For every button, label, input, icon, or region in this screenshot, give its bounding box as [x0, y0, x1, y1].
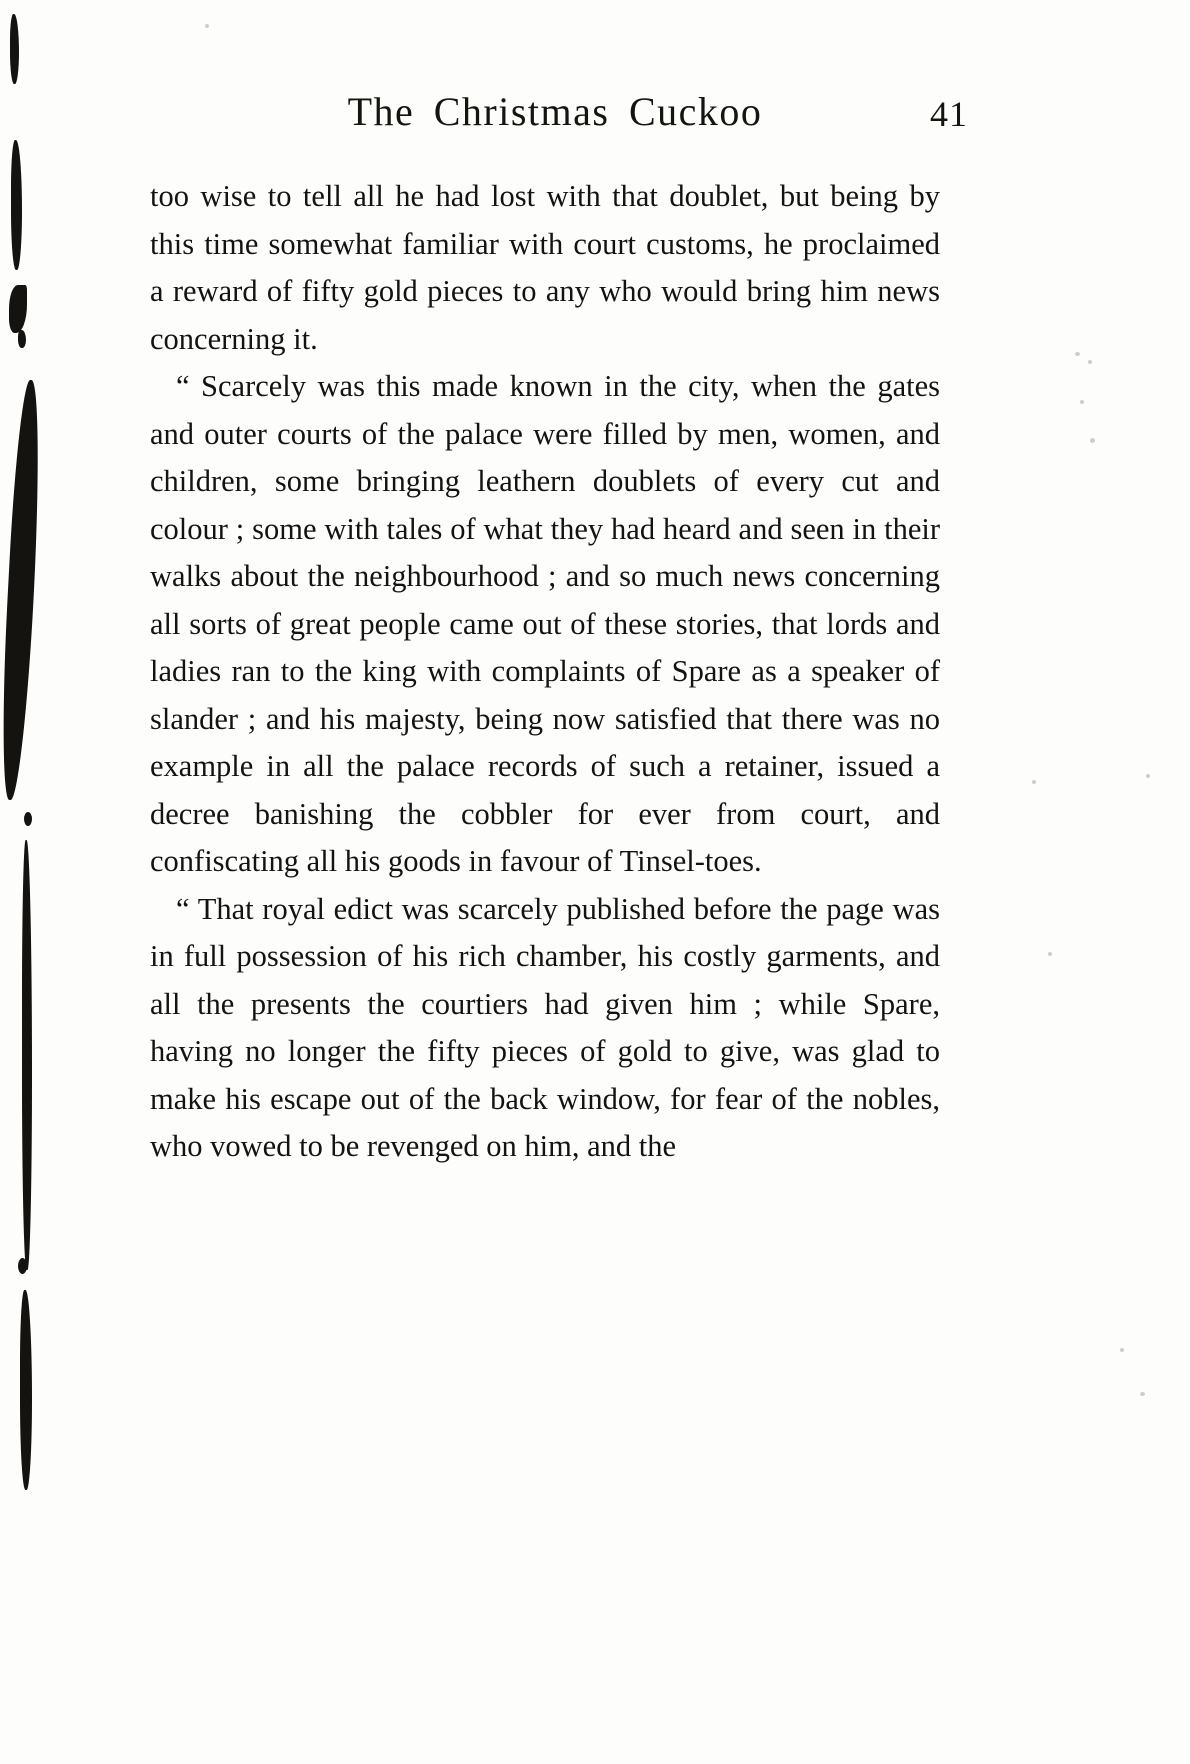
running-head	[170, 88, 968, 135]
paper-speck	[1088, 360, 1092, 364]
page-title: The Christmas Cuckoo	[347, 89, 763, 134]
gutter-smudge	[18, 330, 26, 348]
page-content	[150, 0, 968, 1171]
gutter-smudge	[24, 812, 32, 826]
paper-speck	[1075, 352, 1080, 356]
paper-speck	[1140, 1392, 1145, 1396]
gutter-smudge	[0, 380, 45, 800]
gutter-smudge	[11, 140, 22, 270]
page-gutter-shadow	[0, 0, 60, 1764]
paper-speck	[1080, 400, 1084, 404]
gutter-smudge	[9, 285, 27, 333]
gutter-smudge	[20, 1290, 32, 1490]
gutter-smudge	[22, 840, 32, 1270]
paragraph: “ That royal edict was scarcely published before the page was in full possession of his rich chamber, his costly garments, and all the presents the courtiers had given him ; while Spare, having no longer the fifty pieces of gold to give, was glad to make his escape out of the back window, for fear of the nobles, who vowed to be revenged on him, and the	[150, 891, 940, 1163]
paragraph: “ Scarcely was this made known in the city, when the gates and outer courts of the palace were filled by men, women, and children, some bringing leathern doublets of every cut and colour ; some with tales of what they had heard and seen in their walks about the neighbourhood ; and so much news concerning all sorts of great people came out of these stories, that lords and ladies ran to the king with complaints of Spare as a speaker of slander ; and his majesty, being now satisfied that there was no example in all the palace records of such a retainer, issued a decree banishing the cobbler for ever from court, and confiscating all his goods in favour of Tinsel-toes.	[150, 369, 940, 878]
paper-speck	[1048, 952, 1052, 956]
body-text	[150, 173, 940, 1171]
paper-speck	[1120, 1348, 1124, 1352]
paper-speck	[1032, 780, 1036, 784]
page-number: 41	[930, 94, 968, 134]
paragraph: too wise to tell all he had lost with that doublet, but being by this time somewhat familiar with court customs, he proclaimed a reward of fifty gold pieces to any who would bring him news concerning it.	[150, 179, 940, 356]
gutter-smudge	[10, 14, 19, 84]
paper-speck	[1090, 438, 1095, 443]
paper-speck	[1146, 774, 1150, 778]
gutter-smudge	[18, 1258, 27, 1274]
